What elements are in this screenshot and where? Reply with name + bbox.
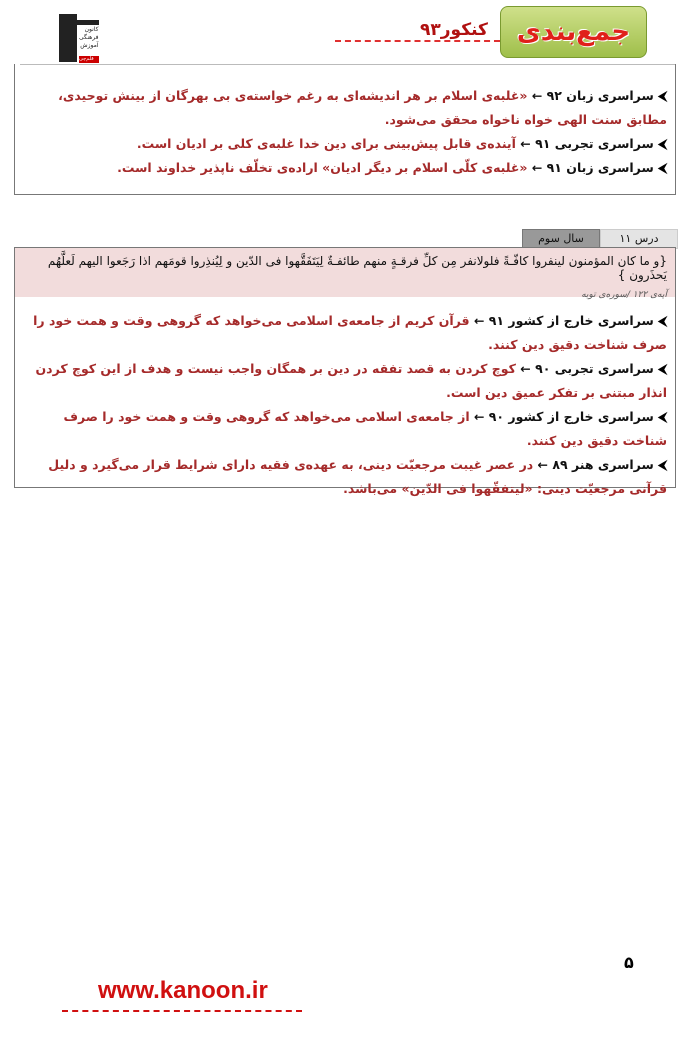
header-subtitle: کنکور۹۳ <box>420 20 488 40</box>
tab-year: سال سوم <box>522 229 600 249</box>
verse-reference: آیه‌ی ۱۲۲ /سوره‌ی توبه <box>581 290 667 300</box>
verse-text: {و ما کان المؤمنون لینفروا کافّـةً فلولانفر مِن کلِّ فرقـةٍ منهم طائفـةٌ لِیَتَفَقَّهوا فی الدّین و لِیُنذِروا قومَهم اذا رَجَعوا الیهم لَعلَّهُم یَحذَرون } <box>47 254 667 282</box>
list-item: ⮜ سراسری هنر ۸۹ ← در عصر غیبت مرجعیّت دینی، به عهده‌ی فقیه دارای شرایط قرار می‌گیرد و دلیل قرآنی مرجعیّت دینی: «لیتفقّهوا فی الدّین» می‌باشد. <box>48 457 667 496</box>
tab-lesson: درس ۱۱ <box>600 229 678 249</box>
list-item: ⮜ سراسری زبان ۹۱ ← «غلبه‌ی کلّی اسلام بر دیگر ادیان» اراده‌ی تخلّف ناپذیر خداوند است. <box>117 160 667 175</box>
section-box-2 <box>14 247 676 496</box>
page-number: ۵ <box>624 953 634 972</box>
website-link[interactable]: www.kanoon.ir <box>98 977 268 1004</box>
list-item: ⮜ سراسری تجربی ۹۱ ← آینده‌ی قابل پیش‌بینی برای دین خدا غلبه‌ی کلی بر ادیان است. <box>136 136 667 151</box>
jambandi-logo: جمع‌بندی <box>500 6 647 58</box>
publisher-logo: کانون فرهنگی آموزش قلم‌چی <box>55 6 100 64</box>
list-item: ⮜ سراسری خارج از کشور ۹۰ ← از جامعه‌ی اسلامی می‌خواهد که گروهی وقت و همت خود را صرف شناخت دقیق دین کنند. <box>63 409 667 448</box>
lesson-tabs <box>522 229 678 249</box>
quran-verse <box>15 248 675 300</box>
list-item: ⮜ سراسری زبان ۹۲ ← «غلبه‌ی اسلام بر هر اندیشه‌ای به رغم خواسته‌ی بی بهرگان از بینش توحیدی، مطابق سنت الهی خواه ناخواه محقق می‌شود. <box>58 88 667 127</box>
list-item: ⮜ سراسری خارج از کشور ۹۱ ← قرآن کریم از جامعه‌ی اسلامی می‌خواهد که گروهی وقت و همت خود را صرف شناخت دقیق دین کنند. <box>33 313 667 352</box>
list-item: ⮜ سراسری تجربی ۹۰ ← کوچ کردن به قصد تفقه در دین بر همگان واجب نیست و هدف از این کوچ کردن انذار مبتنی بر تفکر عمیق دین است. <box>35 361 667 400</box>
header-divider <box>335 40 500 42</box>
section-box-1 <box>14 64 676 195</box>
footer-divider <box>62 1010 302 1012</box>
